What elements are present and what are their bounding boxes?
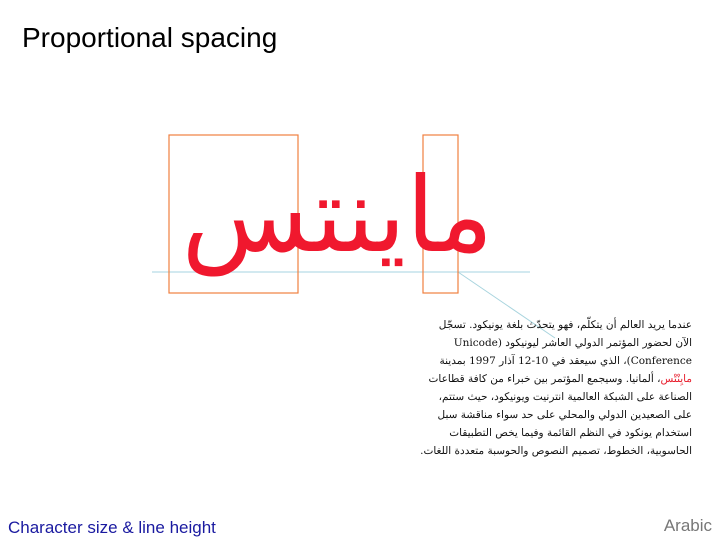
paragraph-text-before: عندما يريد العالم أن يتكلّم، فهو يتحدّث بلغة يونيكود. تسجّل الآن لحضور المؤتمر الدولي العاشر ليونيكود (Unicode Conference)، الذي سيعقد في 10-12 آذار 1997 بمدينة [438,319,692,367]
paragraph-highlight-word: مايِنْتْس [660,373,692,385]
arabic-paragraph [420,316,692,460]
paragraph-text-after: ، ألمانيا. وسيجمع المؤتمر بين خبراء من كافة قطاعات الصناعة على الشبكة العالمية انترنيت ويونيكود، حيث ستتم، على الصعيدين الدولي والمحلي على حد سواء مناقشة سبل استخدام يونكود في النظم القائمة وفيما يخص التطبيقات الحاسوبية، الخطوط، تصميم النصوص والحوسبة متعددة اللغات. [420,373,692,457]
slide-title: Proportional spacing [22,22,278,53]
footer-section-label: Character size & line height [8,518,216,537]
footer-script-label: Arabic [663,516,712,535]
arabic-sample-word: ماينتس [181,154,494,276]
